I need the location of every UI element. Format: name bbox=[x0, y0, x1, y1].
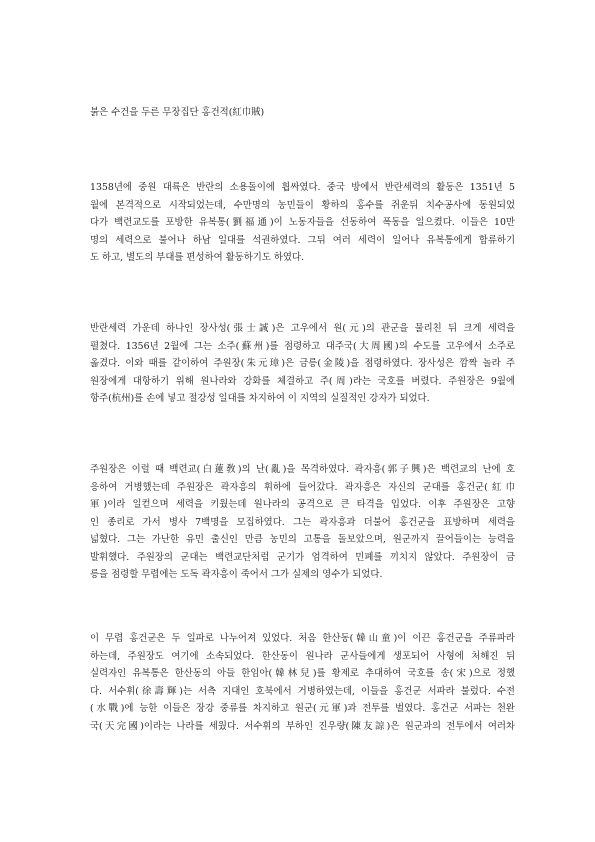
paragraph bbox=[90, 461, 515, 584]
text-line: 軍)이라 일컫으며 세력을 키웠는데 원나라의 공격으로 큰 타격을 입었다. 이후 주원장은 고향 bbox=[90, 499, 515, 510]
text-line: 응하여 거병했는데 주원장은 곽자흥의 휘하에 들어갔다. 곽자흥은 자신의 군대를 홍건군(紅巾 bbox=[90, 481, 515, 493]
text-line: 도 하고, 별도의 부대를 편성하여 활동하기도 하였다. bbox=[90, 252, 305, 263]
text-line: 펼쳤다. 1356년 2월에 그는 소주(蘇州)를 점령하고 대주국(大周國)의 수도를 고우에서 소주로 bbox=[90, 340, 515, 352]
text-line: 실력자인 유복통은 한산동의 아들 한임아(韓林兒)를 황제로 추대하여 국호를 송(宋)으로 정했 bbox=[90, 668, 515, 679]
text-line: 발휘했다. 주원장의 군대는 백련교단처럼 군기가 엄격하여 민폐를 끼치지 않았다. 주원장이 금 bbox=[90, 551, 515, 563]
paragraph bbox=[90, 320, 515, 408]
paragraph bbox=[90, 630, 515, 735]
text-line: 국(天完國)이라는 나라를 세웠다. 서수휘의 부하인 진우량(陳友諒)은 원군과의 전투에서 여러차 bbox=[90, 720, 515, 732]
text-line: 이 무렵 홍건군은 두 일파로 나누어져 있었다. 처음 한산동(韓山童)이 이끈 홍건군을 주류파라 bbox=[90, 633, 515, 644]
text-line: 다. 서수휘(徐壽輝)는 서측 지대인 호북에서 거병하였는데, 이들을 홍건군 서파라 불렀다. 수전 bbox=[90, 685, 515, 697]
text-line: 옮겼다. 이와 때를 같이하여 주원장(朱元璋)은 금릉(金陵)을 점령하였다. 장사성은 깜짝 놀라 주 bbox=[90, 358, 515, 369]
text-line: 명의 세력으로 불어나 하남 일대를 석권하였다. 그뒤 여러 세력이 일어나 유복통에게 합류하기 bbox=[90, 234, 515, 246]
text-line: 릉을 점령할 무렵에는 도독 곽자흥이 죽어서 그가 실제의 영수가 되었다. bbox=[90, 569, 383, 580]
text-line: 하는데, 주원장도 여기에 소속되었다. 한산동이 원나라 군사들에게 생포되어 사형에 처해진 뒤 bbox=[90, 650, 515, 662]
text-line: (水戰)에 능한 이들은 장강 중류를 차지하고 원군(元軍)과 전투를 벌였다. 홍건군 서파는 천완 bbox=[90, 703, 515, 714]
text-line: 반란세력 가운데 하나인 장사성(張士誠)은 고우에서 원(元)의 관군을 물리친 뒤 크게 세력을 bbox=[90, 323, 515, 334]
text-line: 주원장은 이럴 때 백련교(白蓮敎)의 난(亂)을 목격하였다. 곽자흥(郭子興)은 백련교의 난에 호 bbox=[90, 464, 515, 475]
document-title: 붉은 수건을 두른 무장집단 홍건적(紅巾賊) bbox=[90, 107, 265, 118]
text-line: 원장에게 대항하기 위해 원나라와 강화를 체결하고 주(周)라는 국호를 버렸다. 주원장은 9월에 bbox=[90, 375, 515, 387]
text-line: 항주(杭州)를 손에 넣고 절강성 일대를 차지하여 이 지역의 실질적인 강자가 되었다. bbox=[90, 393, 430, 404]
text-line: 인 종리로 가서 병사 7백명을 모집하였다. 그는 곽자흥과 더불어 홍건군을 표방하며 세력을 bbox=[90, 516, 515, 528]
text-line: 월에 본격적으로 시작되었는데, 수만명의 농민들이 황하의 홍수를 쥐운뒤 치수공사에 동원되었 bbox=[90, 199, 515, 211]
text-line: 넓혔다. 그는 가난한 유민 출신인 만큼 농민의 고통을 돌보았으며, 원군까지 끌어들이는 능력을 bbox=[90, 534, 515, 545]
text-line: 1358년에 중원 대륙은 반란의 소용돌이에 휩싸였다. 중국 방에서 반란세력의 활동은 1351년 5 bbox=[90, 182, 515, 193]
text-line: 다가 백련교도를 포방한 유복통(劉福通)이 노동자들을 선동하여 폭동을 일으켰다. 이들은 10만 bbox=[90, 217, 515, 228]
paragraph bbox=[90, 179, 515, 267]
